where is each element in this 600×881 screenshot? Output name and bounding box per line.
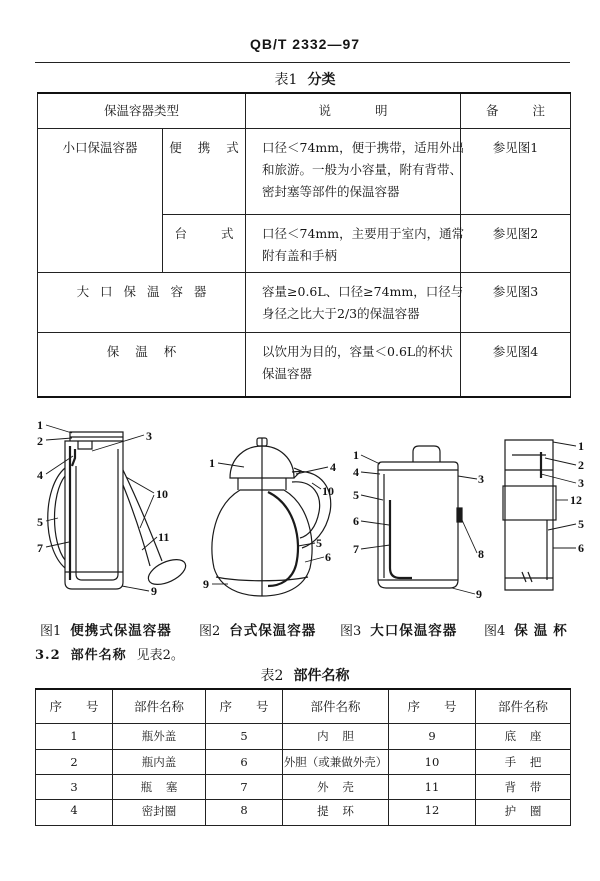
- figure4-band: [503, 486, 556, 520]
- cup-desc-line: 保温容器: [262, 365, 313, 381]
- figure3-caption-number: 图3: [340, 624, 362, 639]
- figure1-caption-title: 便携式保温容器: [70, 623, 172, 639]
- figure1-label: 7: [37, 541, 43, 555]
- part-number-cell: 11: [389, 774, 476, 799]
- part-number-cell: 2: [36, 749, 113, 774]
- desktop-desc-line: 附有盖和手柄: [262, 247, 338, 263]
- figure3-leader: [452, 588, 475, 594]
- figure4-drawing: [503, 439, 584, 590]
- figure1-drawing: [37, 418, 189, 598]
- part-number-cell: 5: [206, 723, 283, 749]
- part-number-cell: 12: [389, 799, 476, 825]
- part-name-cell: 提 环: [283, 799, 389, 825]
- section-number: 3.2: [35, 648, 61, 663]
- part-name-cell: 外 壳: [283, 774, 389, 799]
- figure1-label: 4: [37, 468, 43, 482]
- part-name-cell: 瓶 塞: [113, 774, 206, 799]
- figure3-label: 1: [353, 448, 359, 462]
- figure2-caption-title: 台式保温容器: [229, 623, 317, 639]
- part-number-cell: 10: [389, 749, 476, 774]
- parts-table-clip: [35, 688, 571, 818]
- figure1-label: 1: [37, 418, 43, 432]
- figure4-leader: [553, 442, 576, 446]
- cup-note-cell: 参见图4: [461, 332, 571, 397]
- figure3-leader: [361, 472, 380, 474]
- large-mouth-type-cell: 大 口 保 温 容 器: [38, 272, 246, 332]
- figure4-label: 3: [578, 476, 584, 490]
- table1-header-row: [38, 93, 571, 128]
- figure1-leader: [46, 425, 72, 433]
- figure4-leader: [545, 458, 576, 465]
- figure3-leader: [361, 545, 390, 549]
- figure3-caption: [340, 619, 457, 639]
- figure3-label: 7: [353, 542, 359, 556]
- figure1-label: 2: [37, 434, 43, 448]
- part-number-cell: 1: [36, 723, 113, 749]
- figure1-caption-number: 图1: [40, 624, 62, 639]
- figure4-base-marks: [522, 572, 532, 582]
- figure1-strap-front: [123, 470, 162, 561]
- desktop-desc-cell: [246, 214, 465, 272]
- figure3-liner: [390, 500, 412, 578]
- part-name-cell: 底 座: [476, 723, 571, 749]
- figure1-stopper: [78, 441, 92, 449]
- figure2-label: 4: [330, 460, 336, 474]
- part-number-cell: 7: [206, 774, 283, 799]
- part-name-cell: 瓶内盖: [113, 749, 206, 774]
- table1-caption-title: 分类: [307, 72, 336, 88]
- figures-drawing: [0, 400, 600, 610]
- figure3-leader: [361, 455, 380, 464]
- part-name-cell: 内 胆: [283, 723, 389, 749]
- figure1-label: 5: [37, 515, 43, 529]
- figure3-leader: [361, 521, 389, 525]
- figure1-label: 3: [146, 429, 152, 443]
- figure1-liner: [76, 449, 118, 580]
- figure4-caption-title: 保温杯: [514, 623, 573, 639]
- figure2-label: 5: [316, 536, 322, 550]
- desktop-subtype-cell: 台 式: [163, 214, 246, 272]
- figure3-lid-knob: [413, 446, 440, 462]
- figure2-label: 10: [322, 484, 334, 498]
- large-mouth-note-cell: 参见图3: [461, 272, 571, 332]
- table1-header-type: 保温容器类型: [38, 93, 246, 128]
- figure2-liner: [268, 492, 298, 586]
- parts-table: [35, 688, 571, 826]
- figure4-label: 12: [570, 493, 582, 507]
- part-number-cell: 6: [206, 749, 283, 774]
- part-name-cell: 背 带: [476, 774, 571, 799]
- figure3-lid: [378, 462, 458, 470]
- cup-type-cell: 保 温 杯: [38, 332, 246, 397]
- table1-caption-number: 表1: [274, 72, 298, 88]
- table2-header-cell: 序 号: [206, 689, 283, 723]
- figure1-neck: [72, 449, 75, 466]
- part-name-cell: 护 圈: [476, 799, 571, 825]
- figure4-leader: [541, 474, 576, 483]
- portable-desc-cell: [246, 128, 465, 214]
- standard-code: QB/T 2332—97: [249, 36, 361, 52]
- figure1-caption: [40, 619, 172, 639]
- figure3-leader: [458, 476, 477, 479]
- figure3-label: 6: [353, 514, 359, 528]
- large-mouth-desc-line: 容量≥0.6L、口径≥74mm，口径与: [262, 283, 464, 299]
- table1-caption: [35, 69, 575, 89]
- small-mouth-type-cell: 小口保温容器: [38, 128, 163, 272]
- figure3-caption-title: 大口保温容器: [370, 623, 458, 639]
- part-number-cell: 4: [36, 799, 113, 825]
- figure2-label: 6: [325, 550, 331, 564]
- desktop-desc-line: 口径＜74mm，主要用于室内，通常: [262, 225, 465, 241]
- figure1-side-grip-inner: [55, 476, 66, 560]
- figure2-label: 1: [209, 456, 215, 470]
- figure2-drawing: [203, 438, 336, 596]
- table2-caption: [35, 665, 575, 685]
- part-number-cell: 8: [206, 799, 283, 825]
- figure1-label: 9: [151, 584, 157, 598]
- figure3-side-ring: [457, 508, 462, 522]
- table2-header-row: [36, 689, 571, 723]
- large-mouth-desc-line: 身径之比大于2/3的保温容器: [262, 305, 420, 321]
- figure1-label: 11: [158, 530, 170, 544]
- figure2-leader: [218, 463, 244, 467]
- figure4-label: 2: [578, 458, 584, 472]
- classification-table: [37, 92, 571, 398]
- figure1-leader: [122, 586, 149, 591]
- portable-desc-line: 和旅游。一般为小容量，附有背带、: [262, 161, 463, 177]
- figure2-label: 9: [203, 577, 209, 591]
- figure3-label: 4: [353, 465, 359, 479]
- figure3-label: 5: [353, 488, 359, 502]
- table1-header-note: 备 注: [461, 93, 571, 128]
- part-name-cell: 外胆（或兼做外壳）: [283, 749, 389, 774]
- section-text: 见表2。: [136, 648, 184, 663]
- table2-caption-number: 表2: [260, 668, 284, 684]
- figure3-drawing: [353, 446, 484, 601]
- figure3-label: 8: [478, 547, 484, 561]
- table-row: [36, 723, 571, 749]
- figure3-label: 9: [476, 587, 482, 601]
- part-number-cell: 9: [389, 723, 476, 749]
- portable-desc-line: 口径＜74mm，便于携带，适用外出: [262, 139, 465, 155]
- figure4-label: 5: [578, 517, 584, 531]
- figure1-strap-back: [123, 485, 150, 566]
- part-name-cell: 手 把: [476, 749, 571, 774]
- figure3-leader: [462, 520, 477, 553]
- portable-subtype-cell: 便 携 式: [163, 128, 246, 214]
- header-rule: [35, 62, 570, 63]
- table2-caption-title: 部件名称: [293, 668, 350, 684]
- table2-header-cell: 部件名称: [476, 689, 571, 723]
- cup-desc-line: 以饮用为目的，容量＜0.6L的杯状: [262, 343, 453, 359]
- desktop-note-cell: 参见图2: [461, 214, 571, 272]
- figure2-caption: [199, 619, 316, 639]
- table2-header-cell: 部件名称: [113, 689, 206, 723]
- table1-row-cup: [38, 332, 571, 397]
- cup-desc-cell: [246, 332, 461, 397]
- figure4-label: 6: [578, 541, 584, 555]
- table1-row-large-mouth: [38, 272, 571, 332]
- table1-row-portable: [38, 128, 571, 214]
- part-name-cell: 瓶外盖: [113, 723, 206, 749]
- figure4-leader: [548, 524, 576, 530]
- figure2-leader: [305, 557, 324, 562]
- figure1-leader: [46, 438, 72, 440]
- table2-header-cell: 序 号: [36, 689, 113, 723]
- section-3-2: [35, 644, 184, 663]
- figure4-body: [505, 470, 553, 590]
- table-row: [36, 774, 571, 799]
- table-row: [36, 749, 571, 774]
- figure3-leader: [361, 495, 383, 500]
- figure1-label: 10: [156, 487, 168, 501]
- large-mouth-desc-cell: [246, 272, 464, 332]
- figure4-label: 1: [578, 439, 584, 453]
- figure3-label: 3: [478, 472, 484, 486]
- table-row: [36, 799, 571, 825]
- section-title: 部件名称: [70, 648, 127, 663]
- table2-header-cell: 部件名称: [283, 689, 389, 723]
- portable-note-cell: 参见图1: [461, 128, 571, 214]
- figure2-caption-number: 图2: [199, 624, 221, 639]
- figure4-caption-number: 图4: [484, 624, 506, 639]
- table1-header-desc: 说 明: [246, 93, 461, 128]
- figure4-caption: [484, 619, 573, 639]
- portable-desc-line: 密封塞等部件的保温容器: [262, 183, 400, 199]
- part-number-cell: 3: [36, 774, 113, 799]
- part-name-cell: 密封圈: [113, 799, 206, 825]
- table2-header-cell: 序 号: [389, 689, 476, 723]
